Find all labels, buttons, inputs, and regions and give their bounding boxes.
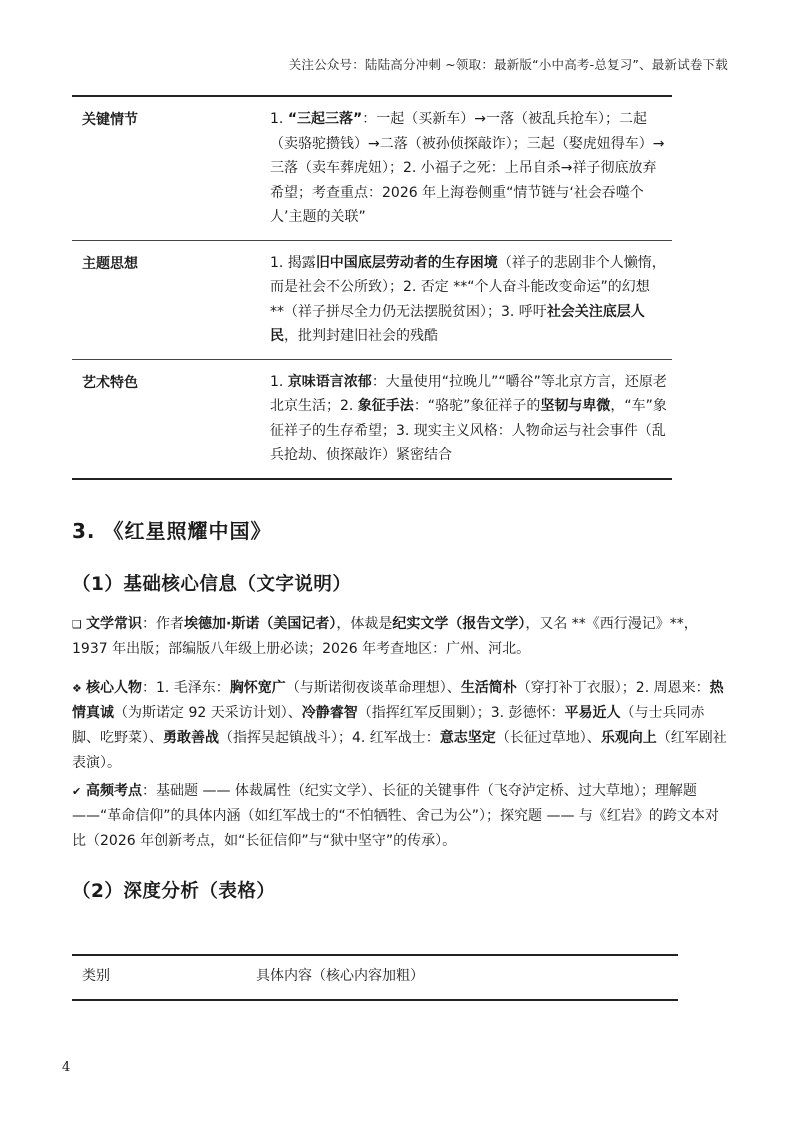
table-row (72, 97, 672, 241)
row-content (270, 370, 668, 468)
text-run: ：1. 毛泽东： (142, 680, 230, 696)
bold-text-run: “三起三落” (287, 111, 363, 127)
square-bullet-icon: ❑ (72, 618, 82, 631)
text-run: ：基础题 —— 体裁属性（纪实文学）、长征的关键事件（飞夺泸定桥、过大草地）；理解题 ——“革命信仰”的具体内涵（如红军战士的“不怕牺牲、舍己为公”）；探究题 —— 与《红岩》的跨文本对比（2026 年创新考点，如“长征信仰”与“狱中坚守”的传承）。 (72, 783, 719, 849)
paragraph-literary-knowledge (72, 612, 732, 662)
text-run: 1. (270, 111, 288, 127)
row-content (270, 107, 668, 230)
text-run: ：大量使用“拉晚儿”“嚼谷”等北京方言，还原老北京生活；2. (270, 373, 667, 414)
bold-text-run: 社会关注底层人民 (270, 303, 645, 344)
text-run: ：一起（买新车）→一落（被乱兵抢车）；二起（卖骆驼攒钱）→二落（被孙侦探敲诈）；三起（娶虎妞得车）→三落（卖车葬虎妞）；2. 小福子之死：上吊自杀→祥子彻底放弃希望；考查重点：2026 年上海卷侧重“情节链与‘社会吞噬个人’主题的关联” (270, 111, 665, 225)
text-run: （为斯诺定 92 天采访计划）、 (114, 705, 302, 721)
text-run: （红军剧社表演）。 (72, 730, 727, 771)
row-content (270, 251, 668, 349)
bold-text-run: 象征手法 (357, 398, 414, 414)
row-category: 主题思想 (82, 255, 138, 272)
bold-text-run: 乐观向上 (600, 730, 657, 746)
text-run: （与斯诺彻夜谈革命理想）、 (285, 680, 461, 696)
header-note: 关注公众号：陆陆高分冲刺 ~领取：最新版“小中高考-总复习”、最新试卷下载 (288, 57, 728, 72)
bold-text-run: 生活简朴 (460, 680, 517, 696)
paragraph-text (72, 616, 698, 657)
text-run: （祥子的悲剧非个人懒惰，而是社会不公所致）；2. 否定 **“个人奋斗能改变命运”的幻想 **（祥子拼尽全力仍无法摆脱贫困）；3. 呼吁 (270, 254, 666, 320)
paragraph-core-characters (72, 676, 732, 776)
text-run: （与士兵同赤脚、吃野菜）、 (72, 705, 705, 746)
text-run: ，“车”象征祥子的生存希望；3. 现实主义风格：人物命运与社会事件（乱兵抢劫、侦探敲诈）紧密结合 (270, 398, 667, 463)
text-run: （穿打补丁衣服）；2. 周恩来： (516, 680, 710, 696)
bold-text-run: 热情真诚 (72, 680, 724, 721)
subsection-title-deep-analysis: （2）深度分析（表格） (72, 881, 276, 902)
page-number: 4 (62, 1060, 71, 1075)
bold-text-run: 核心人物 (86, 680, 142, 696)
text-run: ，体裁是 (336, 616, 393, 632)
analysis-table (72, 95, 672, 480)
bold-text-run: 意志坚定 (439, 730, 496, 746)
row-category: 艺术特色 (82, 374, 138, 391)
text-run: ：作者 (142, 616, 184, 632)
paragraph-key-exam-points (72, 779, 732, 854)
bold-text-run: 冷静睿智 (301, 705, 358, 721)
text-run: ：“骆驼”象征祥子的 (413, 398, 541, 414)
text-run: （长征过草地）、 (495, 730, 601, 746)
section-title: 3. 《红星照耀中国》 (72, 519, 272, 543)
bold-text-run: 纪实文学（报告文学） (392, 616, 526, 632)
bold-text-run: 京味语言浓郁 (287, 373, 372, 390)
column-header-category: 类别 (82, 968, 110, 984)
text-run: 1. 揭露 (270, 254, 316, 271)
bold-text-run: 旧中国底层劳动者的生存困境 (315, 254, 498, 271)
bold-text-run: 文学常识 (86, 616, 142, 632)
subsection-title-basic-info: （1）基础核心信息（文字说明） (72, 574, 352, 595)
column-header-content: 具体内容（核心内容加粗） (256, 968, 424, 984)
paragraph-text (72, 783, 719, 849)
table-row (72, 241, 672, 360)
text-run: 1. (270, 373, 288, 390)
text-run: ，批判封建旧社会的残酷 (284, 328, 438, 344)
bold-text-run: 胸怀宽广 (229, 680, 286, 696)
text-run: （指挥吴起镇战斗）；4. 红军战士： (219, 730, 440, 746)
row-category: 关键情节 (82, 112, 138, 128)
checkmark-bullet-icon: ✔ (72, 785, 82, 798)
bold-text-run: 高频考点 (86, 783, 142, 799)
deep-analysis-table-header (72, 954, 678, 1001)
diamond-bullet-icon: ❖ (72, 682, 82, 695)
bold-text-run: 勇敢善战 (163, 730, 219, 746)
bold-text-run: 坚韧与卑微 (540, 398, 611, 414)
text-run: （指挥红军反围剿）；3. 彭德怀： (357, 705, 565, 721)
bold-text-run: 埃德加·斯诺（美国记者） (184, 616, 337, 632)
paragraph-text (72, 680, 727, 771)
table-row (72, 360, 672, 480)
text-run: ，又名 **《西行漫记》**，1937 年出版；部编版八年级上册必读；2026 年考查地区：广州、河北。 (72, 616, 698, 657)
bold-text-run: 平易近人 (564, 705, 621, 721)
